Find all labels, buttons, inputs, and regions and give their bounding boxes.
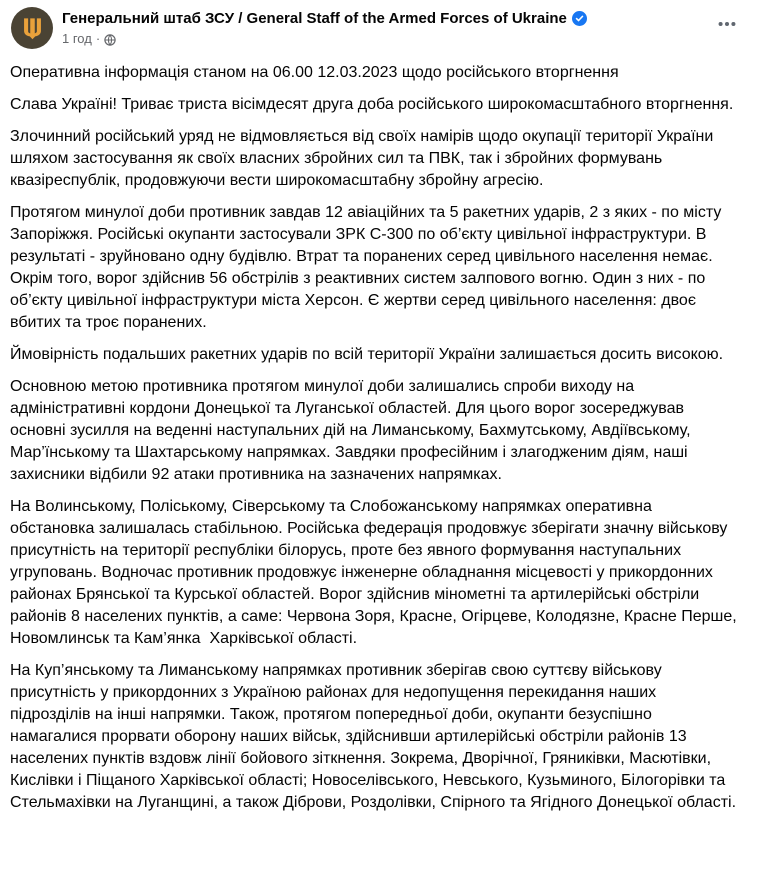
meta-separator: · bbox=[95, 31, 101, 46]
avatar[interactable] bbox=[11, 7, 53, 49]
post-paragraph: Слава Україні! Триває триста вісімдесят друга доба російського широкомасштабного вторгнення. bbox=[10, 96, 734, 113]
post-paragraph: Оперативна інформація станом на 06.00 12.03.2023 щодо російського вторгнення bbox=[10, 64, 619, 81]
verified-badge-icon bbox=[572, 11, 587, 26]
post-paragraph: Злочинний російський уряд не відмовляється від своїх намірів щодо окупації території України шляхом застосування як своїх власних збройних сил та ПВК, так і збройних формувань квазіреспублік, продовжуючи вести широкомасштабну збройну агресію. bbox=[10, 128, 718, 189]
ellipsis-icon bbox=[716, 13, 738, 35]
timestamp[interactable]: 1 год bbox=[62, 31, 92, 46]
post-paragraph: На Куп’янському та Лиманському напрямках противник зберігав свою суттєву військову присутність у прикордонних з Україною районах для недопущення перекидання наших підрозділів на інші напрямки. Також, протягом попередньої доби, окупанти безуспішно намагалися прорвати оборону наших військ, здійснивши артилерійські обстріли районів 13 населених пунктів вздовж лінії бойового зіткнення. Зокрема, Дворічної, Гряниківки, Масютівки, Кислівки і Піщаного Харківської області; Новоселівського, Невського, Кузьминого, Білогорівки та Стельмахівки на Луганщині, а також Діброви, Роздолівки, Спірного та Ягідного Донецької області. bbox=[10, 662, 737, 811]
post-paragraph: Основною метою противника протягом минулої доби залишались спроби виходу на адміністративні кордони Донецької та Луганської областей. Для цього ворог зосереджував основні зусилля на веденні наступальних дій на Лиманському, Бахмутському, Авдіївському, Мар’їнському та Шахтарському напрямках. Завдяки професійним і злагодженим діям, наші захисники відбили 92 атаки противника на зазначених напрямках. bbox=[10, 378, 695, 483]
ukraine-trident-icon bbox=[19, 15, 46, 42]
header-text bbox=[62, 7, 587, 47]
author-row bbox=[62, 9, 587, 28]
post-meta bbox=[62, 31, 587, 47]
post-paragraph: Протягом минулої доби противник завдав 12 авіаційних та 5 ракетних ударів, 2 з яких - по місту Запоріжжя. Російські окупанти застосували ЗРК С-300 по об’єкту цивільної інфраструктури. В результаті - зруйновано одну будівлю. Втрат та поранених серед цивільного населення немає. Окрім того, ворог здійснив 56 обстрілів з реактивних систем залпового вогню. Один з них - по об’єкту цивільної інфраструктури міста Херсон. Є жертви серед цивільного населення: двоє вбитих та троє поранених. bbox=[10, 204, 726, 331]
post-paragraph: Ймовірність подальших ракетних ударів по всій території України залишається досить високою. bbox=[10, 346, 724, 363]
post-paragraph: На Волинському, Поліському, Сіверському та Слобожанському напрямках оперативна обстановка залишалась стабільною. Російська федерація продовжує зберігати значну військову присутність на території республіки білорусь, проте без явного формування наступальних угруповань. Водночас противник продовжує інженерне обладнання місцевості у прикордонних районах Брянської та Курської областей. Ворог здійснив мінометні та артилерійські обстріли районів 8 населених пунктів, а саме: Червона Зоря, Красне, Огірцеве, Колодязне, Красне Перше, Новомлинськ та Кам’янка Харківської області. bbox=[10, 498, 742, 647]
globe-public-icon bbox=[104, 34, 116, 46]
more-options-button[interactable] bbox=[710, 11, 744, 37]
post-text bbox=[0, 49, 757, 830]
post-header bbox=[0, 0, 757, 49]
author-name[interactable]: Генеральний штаб ЗСУ / General Staff of the Armed Forces of Ukraine bbox=[62, 10, 567, 27]
